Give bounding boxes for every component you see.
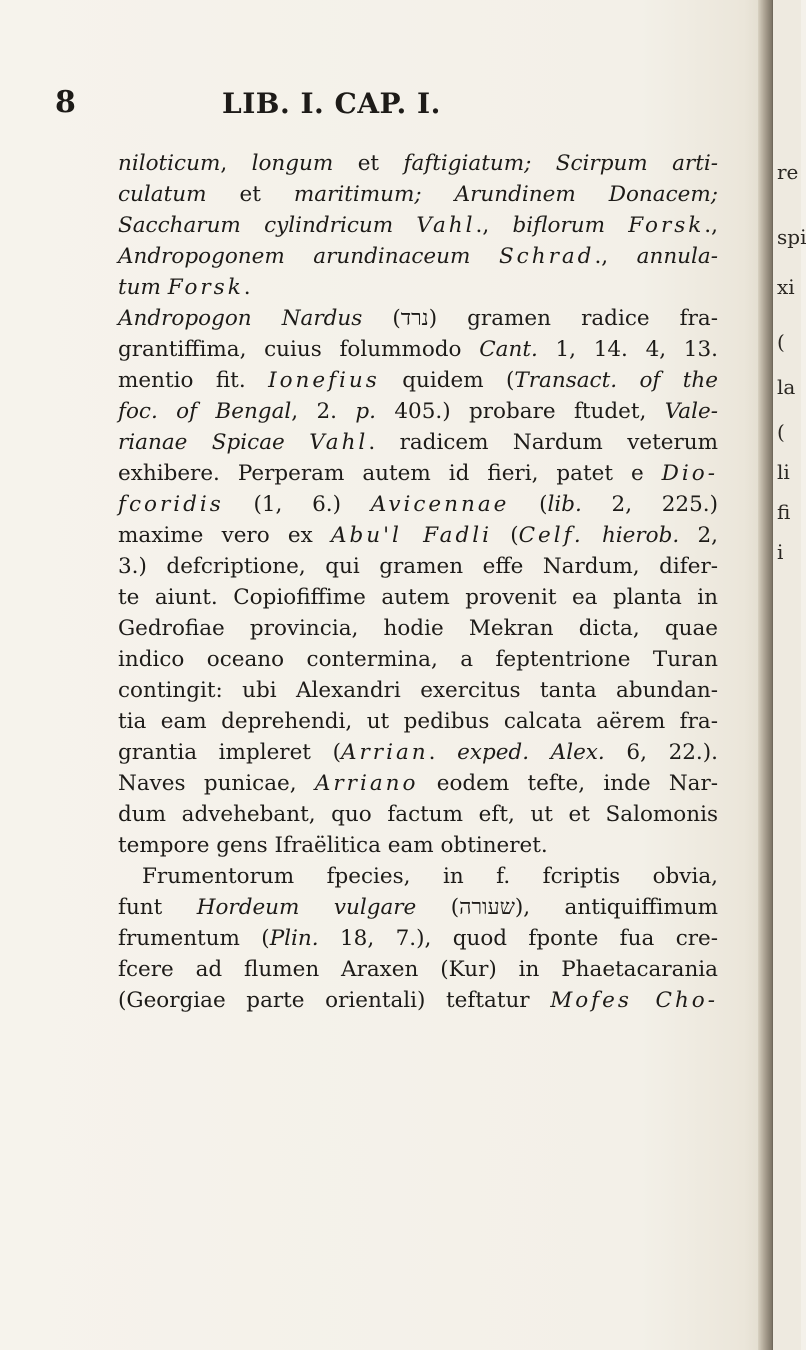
text-run: . radicem Nardum veterum bbox=[368, 430, 719, 455]
edge-fragment: fi bbox=[777, 500, 791, 524]
text-run: rianae Spicae bbox=[118, 430, 310, 455]
text-run: grantia impleret ( bbox=[118, 740, 341, 765]
text-line bbox=[118, 365, 718, 396]
text-run: maritimum; Arundinem Donacem; bbox=[293, 182, 718, 207]
text-run: Ionefius bbox=[268, 368, 380, 393]
text-run: tum bbox=[118, 275, 168, 300]
text-run: ( bbox=[491, 523, 519, 548]
text-run: Frumentorum fpecies, in f. fcriptis obvia, bbox=[142, 864, 718, 889]
text-line bbox=[118, 241, 718, 272]
text-run: (1, 6.) bbox=[223, 492, 371, 517]
text-line bbox=[118, 334, 718, 365]
adjacent-page-edge bbox=[772, 0, 806, 1350]
text-line bbox=[118, 923, 718, 954]
text-run bbox=[584, 523, 602, 548]
text-run: longum bbox=[251, 151, 334, 176]
text-run: Forsk bbox=[628, 213, 705, 238]
text-run bbox=[531, 151, 555, 176]
text-run: annula- bbox=[636, 244, 718, 269]
text-run: 6, 22.). bbox=[604, 740, 718, 765]
text-line bbox=[118, 489, 718, 520]
text-run: niloticum bbox=[118, 151, 221, 176]
text-run: grantiffima, cuius folummodo bbox=[118, 337, 480, 362]
text-run: hierob. bbox=[601, 523, 680, 548]
text-run: et bbox=[206, 182, 294, 207]
text-line bbox=[118, 861, 718, 892]
text-run: Vahl bbox=[309, 430, 369, 455]
edge-fragment: li bbox=[777, 460, 790, 484]
text-run: 18, 7.), quod fponte fua cre- bbox=[318, 926, 718, 951]
text-line bbox=[118, 427, 718, 458]
text-line bbox=[118, 210, 718, 241]
text-line bbox=[118, 520, 718, 551]
text-run: indico oceano contermina, a feptentrione Turan bbox=[118, 647, 718, 672]
page-header bbox=[0, 85, 758, 125]
text-run: exhibere. Perperam autem id fieri, patet e bbox=[118, 461, 662, 486]
text-run: Vahl bbox=[416, 213, 476, 238]
text-run: Gedrofiae provincia, hodie Mekran dicta, quae bbox=[118, 616, 718, 641]
text-run: Schrad bbox=[498, 244, 595, 269]
text-run: Forsk bbox=[167, 275, 244, 300]
text-run: Avicennae bbox=[370, 492, 510, 517]
text-run: exped. Alex. bbox=[457, 740, 605, 765]
text-run: 1, 14. 4, 13. bbox=[537, 337, 718, 362]
text-line bbox=[118, 892, 718, 923]
text-run: tempore gens Ifraëlitica eam obtineret. bbox=[118, 833, 548, 858]
text-line bbox=[118, 954, 718, 985]
text-run: Saccharum cylindricum bbox=[118, 213, 417, 238]
text-run: 2, 225.) bbox=[581, 492, 718, 517]
text-run: Andropogonem arundinaceum bbox=[118, 244, 499, 269]
text-run: contingit: ubi Alexandri exercitus tanta abundan- bbox=[118, 678, 718, 703]
text-line bbox=[118, 148, 718, 179]
text-run: funt bbox=[118, 895, 197, 920]
text-run: te aiunt. Copiofiffime autem provenit ea planta in bbox=[118, 585, 718, 610]
text-line bbox=[118, 613, 718, 644]
text-run: ., bbox=[594, 244, 637, 269]
text-run: eodem tefte, inde Nar- bbox=[418, 771, 719, 796]
text-run: 2, bbox=[679, 523, 718, 548]
text-line bbox=[118, 706, 718, 737]
text-run: . bbox=[243, 275, 251, 300]
text-run: foc. of Bengal bbox=[118, 399, 292, 424]
edge-fragment: i bbox=[777, 540, 784, 564]
text-line bbox=[118, 830, 718, 861]
page-number: 8 bbox=[55, 85, 76, 120]
text-run: Hordeum vulgare bbox=[196, 895, 417, 920]
text-run: ( bbox=[509, 492, 548, 517]
text-run: maxime vero ex bbox=[118, 523, 331, 548]
text-run: frumentum ( bbox=[118, 926, 270, 951]
running-head: LIB. I. CAP. I. bbox=[222, 87, 441, 120]
text-run: (שעורה), antiquiffimum bbox=[416, 895, 718, 920]
text-run: Andropogon Nardus bbox=[118, 306, 363, 331]
text-run: Scirpum arti- bbox=[555, 151, 718, 176]
text-run: fcoridis bbox=[118, 492, 224, 517]
text-line bbox=[118, 675, 718, 706]
text-run: , 2. bbox=[291, 399, 356, 424]
text-run: , bbox=[220, 151, 252, 176]
book-gutter bbox=[758, 0, 772, 1350]
text-run: Celf. bbox=[518, 523, 584, 548]
edge-fragment: re bbox=[777, 160, 799, 184]
text-run: et bbox=[333, 151, 404, 176]
edge-fragment: xi bbox=[777, 275, 795, 299]
text-line bbox=[118, 985, 718, 1016]
text-line bbox=[118, 396, 718, 427]
text-run: Arrian bbox=[340, 740, 429, 765]
text-run: (Georgiae parte orientali) teftatur bbox=[118, 988, 551, 1013]
text-run: ., bbox=[475, 213, 513, 238]
text-line bbox=[118, 737, 718, 768]
text-run: 3.) defcriptione, qui gramen effe Nardum, difer- bbox=[118, 554, 718, 579]
text-run: Abu'l Fadli bbox=[331, 523, 492, 548]
text-run: Naves punicae, bbox=[118, 771, 315, 796]
text-run: Transact. of the bbox=[514, 368, 719, 393]
text-run: lib. bbox=[547, 492, 582, 517]
text-run: culatum bbox=[118, 182, 207, 207]
text-run: biflorum bbox=[512, 213, 629, 238]
text-line bbox=[118, 551, 718, 582]
text-line bbox=[118, 303, 718, 334]
text-line bbox=[118, 272, 718, 303]
edge-fragment: ( bbox=[777, 330, 785, 354]
text-run: (נרד) gramen radice fra- bbox=[362, 306, 718, 331]
edge-fragment: ( bbox=[777, 420, 785, 444]
text-line bbox=[118, 458, 718, 489]
text-run: faftigiatum; bbox=[403, 151, 532, 176]
text-run: quidem ( bbox=[379, 368, 515, 393]
text-line bbox=[118, 799, 718, 830]
edge-fragment: spi bbox=[777, 225, 806, 249]
text-run: Vale- bbox=[664, 399, 718, 424]
text-run: ., bbox=[704, 213, 718, 238]
text-line bbox=[118, 179, 718, 210]
text-run: Plin. bbox=[269, 926, 319, 951]
text-run: tia eam deprehendi, ut pedibus calcata aërem fra- bbox=[118, 709, 718, 734]
text-run: 405.) probare ftudet, bbox=[375, 399, 665, 424]
text-line bbox=[118, 582, 718, 613]
text-run: . bbox=[428, 740, 458, 765]
text-run: Arriano bbox=[314, 771, 419, 796]
text-run: Dio- bbox=[661, 461, 718, 486]
text-line bbox=[118, 644, 718, 675]
text-run: Mofes Cho- bbox=[550, 988, 719, 1013]
body-text bbox=[118, 148, 718, 1016]
text-run: fcere ad flumen Araxen (Kur) in Phaetacarania bbox=[118, 957, 718, 982]
text-run: dum advehebant, quo factum eft, ut et Salomonis bbox=[118, 802, 718, 827]
text-run: mentio fit. bbox=[118, 368, 269, 393]
edge-fragment: la bbox=[777, 375, 796, 399]
text-run: Cant. bbox=[479, 337, 538, 362]
text-line bbox=[118, 768, 718, 799]
text-run: p. bbox=[355, 399, 376, 424]
